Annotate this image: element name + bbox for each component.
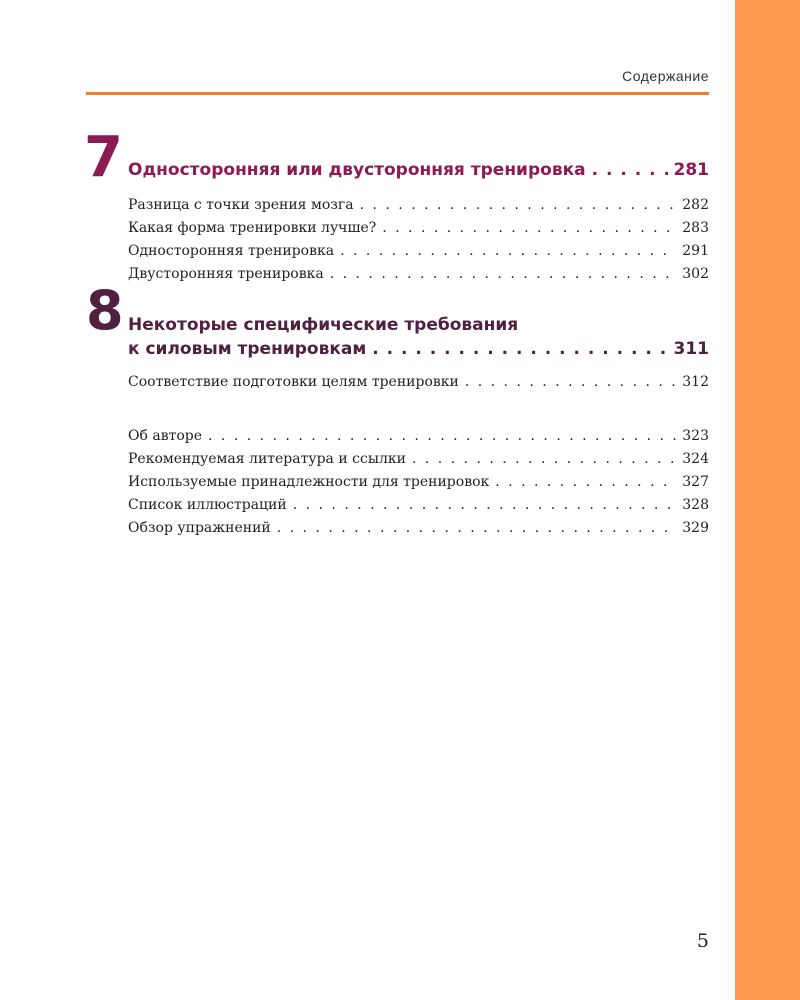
toc-entry-page: 291 [682,243,709,259]
dot-leader [360,194,677,217]
chapter-page: 311 [673,339,709,359]
toc-entry-title: Используемые принадлежности для тренировок [128,474,490,490]
dot-leader [330,263,677,286]
dot-leader [277,517,677,540]
toc-entry-page: 327 [682,474,709,490]
dot-leader [372,337,667,361]
side-color-band [735,0,800,1000]
toc-entry-page: 324 [682,451,709,467]
toc-entry-page: 282 [682,197,709,213]
toc-entry-title: Обзор упражнений [128,520,271,536]
running-head: Содержание [622,68,709,84]
toc-entry-title: Двусторонняя тренировка [128,266,324,282]
chapter-number-8: 8 [86,279,124,342]
toc-entry-page: 329 [682,520,709,536]
toc-entry-title: Разница с точки зрения мозга [128,197,354,213]
chapter-title-line: Некоторые специфические требования [128,315,519,335]
dot-leader [382,217,676,240]
page-number: 5 [696,930,709,952]
chapter-8-entries [128,371,709,394]
toc-entry[interactable] [128,240,709,263]
toc-entry-title: Рекомендуемая литература и ссылки [128,451,406,467]
dot-leader [208,425,676,448]
chapter-title-text: Односторонняя или двусторонняя тренировка [128,160,586,180]
toc-entry[interactable] [128,263,709,286]
toc-entry[interactable] [128,194,709,217]
chapter-title-line: к силовым тренировкам [128,339,367,359]
back-matter-entries [128,425,709,540]
toc-entry[interactable] [128,517,709,540]
dot-leader [412,448,676,471]
toc-entry[interactable] [128,448,709,471]
toc-entry[interactable] [128,425,709,448]
toc-entry[interactable] [128,217,709,240]
toc-entry[interactable] [128,471,709,494]
toc-entry-page: 323 [682,428,709,444]
dot-leader [340,240,676,263]
toc-entry-title: Соответствие подготовки целям тренировки [128,374,459,390]
chapter-title-7[interactable] [128,158,709,182]
chapter-page: 281 [673,160,709,180]
toc-entry-page: 302 [682,266,709,282]
toc-entry-title: Список иллюстраций [128,497,287,513]
toc-entry-title: Односторонняя тренировка [128,243,335,259]
dot-leader [592,158,668,182]
header-rule [86,92,709,95]
dot-leader [465,371,676,394]
dot-leader [293,494,677,517]
toc-entry[interactable] [128,494,709,517]
toc-entry-title: Об авторе [128,428,203,444]
toc-entry[interactable] [128,371,709,394]
toc-entry-title: Какая форма тренировки лучше? [128,220,377,236]
chapter-number-7: 7 [84,125,123,190]
toc-entry-page: 328 [682,497,709,513]
chapter-7-entries [128,194,709,286]
dot-leader [495,471,676,494]
chapter-title-8[interactable] [128,313,709,361]
toc-entry-page: 312 [682,374,709,390]
toc-entry-page: 283 [682,220,709,236]
